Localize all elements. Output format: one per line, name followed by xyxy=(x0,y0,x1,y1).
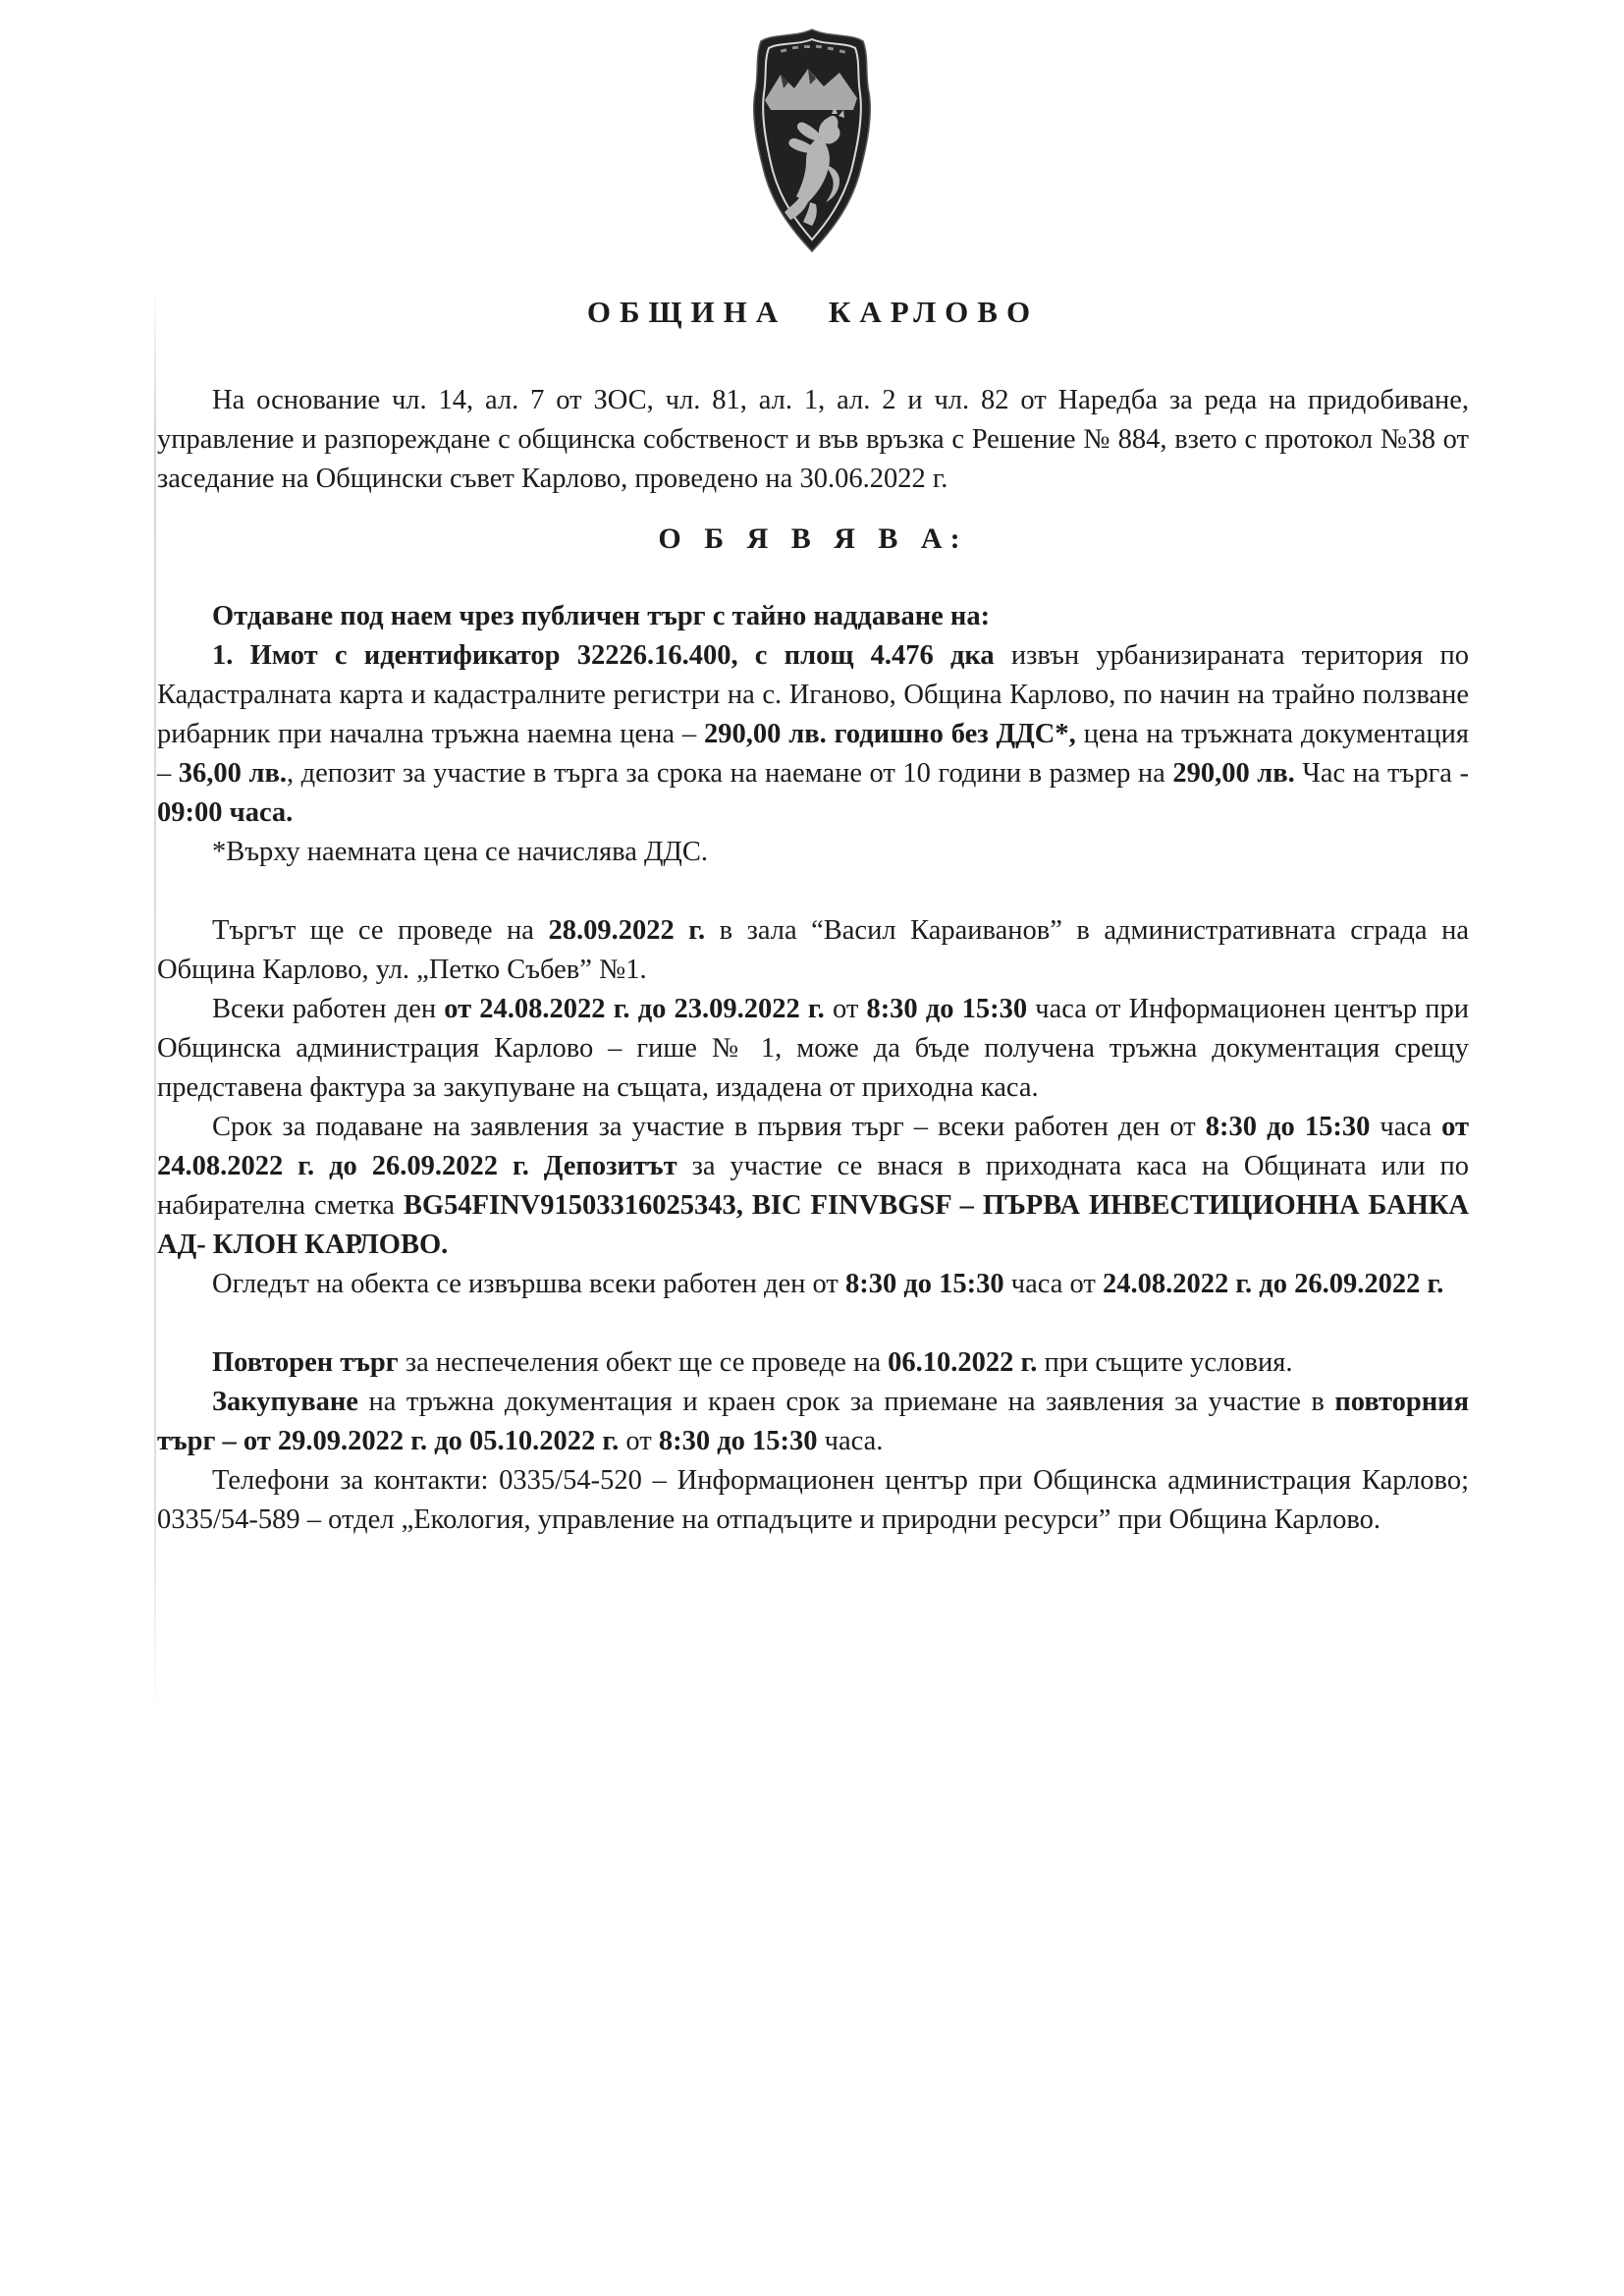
emphasized-text-run: 1. Имот с идентификатор 32226.16.400, с площ 4.476 дка xyxy=(212,640,1011,671)
emphasized-text-run: 290,00 лв. xyxy=(1172,758,1295,789)
emphasized-text-run: Повторен търг xyxy=(212,1347,399,1378)
text-run: цена на тръжната документация – xyxy=(157,719,1470,789)
emphasized-text-run: 06.10.2022 г. xyxy=(888,1347,1038,1378)
emphasized-text-run: Отдаване под наем чрез публичен търг с тайно наддаване на: xyxy=(212,601,991,631)
crest-container xyxy=(0,27,1624,253)
text-run: На основание чл. 14, ал. 7 от ЗОС, чл. 81, ал. 1, ал. 2 и чл. 82 от Наредба за реда на придобиване, управление и разпореждане с общинска собственост и във връзка с Решение № 884, взето с протокол №38 от заседание на Общински съвет Карлово, проведено на 30.06.2022 г. xyxy=(157,385,1469,494)
emphasized-text-run: 28.09.2022 г. xyxy=(548,915,706,946)
text-run: Търгът ще се проведе на xyxy=(212,915,549,946)
text-run: Телефони за контакти: 0335/54-520 – Информационен център при Общинска администрация Карлово; 0335/54-589 – отдел „Екология, управление на отпадъците и природни ресурси” при Община Карлово. xyxy=(157,1465,1469,1535)
emphasized-text-run: 8:30 до 15:30 xyxy=(658,1426,818,1456)
emphasized-text-run: повторния търг – от 29.09.2022 г. до 05.10.2022 г. xyxy=(157,1387,1469,1456)
emphasized-text-run: BG54FINV91503316025343, BIC FINVBGSF – ПЪРВА ИНВЕСТИЦИОННА БАНКА АД- КЛОН КАРЛОВО. xyxy=(157,1190,1469,1260)
text-run: , депозит за участие в търга за срока на наемане от 10 години в размер на xyxy=(286,758,1173,789)
text-run: от xyxy=(824,994,867,1024)
paragraph-repeat-auction xyxy=(157,1343,1469,1383)
text-run: часа. xyxy=(817,1426,884,1456)
text-run: Всеки работен ден xyxy=(212,994,445,1024)
paragraph-repeat-auction-deadline xyxy=(157,1383,1469,1461)
emphasized-text-run: 290,00 лв. годишно без ДДС*, xyxy=(704,719,1076,749)
text-run: извън урбанизираната територия по Кадастралната карта и кадастралните регистри на с. Иганово, Община Карлово, по начин на трайно ползване рибарник при начална тръжна наемна цена – xyxy=(157,640,1469,749)
paragraph-auction-subject xyxy=(157,597,1469,636)
paragraph-documentation-purchase xyxy=(157,990,1469,1108)
paragraph-site-inspection xyxy=(157,1265,1469,1304)
emphasized-text-run: от 24.08.2022 г. до 23.09.2022 г. xyxy=(444,994,825,1024)
text-run: за неспечеления обект ще се проведе на xyxy=(398,1347,889,1378)
text-run: в зала “Васил Караиванов” в административната сграда на Община Карлово, ул. „Петко Събев” №1. xyxy=(157,915,1469,985)
text-run: Срок за подаване на заявления за участие в първия търг – всеки работен ден от xyxy=(212,1112,1206,1142)
karlovo-coat-of-arms xyxy=(751,27,873,253)
paragraph-property-item-1 xyxy=(157,636,1469,833)
text-run: за участие се внася в приходната каса на Общината или по набирателна сметка xyxy=(157,1151,1469,1221)
text-run: часа от Информационен център при Общинска администрация Карлово – гише № 1, може да бъде получена тръжна документация срещу представена фактура за закупуване на същата, издадена от приходна каса. xyxy=(157,994,1470,1103)
paragraph-vat-note xyxy=(157,833,1469,872)
paragraph-auction-venue xyxy=(157,911,1469,990)
document-content xyxy=(157,295,1469,1540)
emphasized-text-run: 36,00 лв. xyxy=(178,758,287,789)
emphasized-text-run: от 24.08.2022 г. до 26.09.2022 г. Депозитът xyxy=(157,1112,1469,1181)
text-run: *Върху наемната цена се начислява ДДС. xyxy=(212,837,709,867)
text-run: при същите условия. xyxy=(1037,1347,1293,1378)
text-run: на тръжна документация и краен срок за приемане на заявления за участие в xyxy=(357,1387,1335,1417)
paragraph-legal-basis xyxy=(157,381,1469,499)
emphasized-text-run: 24.08.2022 г. до 26.09.2022 г. xyxy=(1102,1269,1444,1299)
emphasized-text-run: Закупуване xyxy=(212,1387,358,1417)
text-run: часа от xyxy=(1003,1269,1103,1299)
text-run: часа xyxy=(1370,1112,1442,1142)
text-run: Час на търга - xyxy=(1294,758,1469,789)
scan-fold-artifact xyxy=(154,285,156,1719)
text-run: Огледът на обекта се извършва всеки работен ден от xyxy=(212,1269,845,1299)
text-run: от xyxy=(619,1426,659,1456)
emphasized-text-run: 8:30 до 15:30 xyxy=(1205,1112,1371,1142)
emphasized-text-run: 8:30 до 15:30 xyxy=(844,1269,1004,1299)
announce-heading: О Б Я В Я В А: xyxy=(658,522,968,555)
emphasized-text-run: 09:00 часа. xyxy=(157,797,294,828)
document-body xyxy=(157,381,1469,1540)
paragraph-contacts xyxy=(157,1461,1469,1540)
paragraph-application-deadline xyxy=(157,1108,1469,1265)
emphasized-text-run: 8:30 до 15:30 xyxy=(866,994,1028,1024)
page-title: ОБЩИНА КАРЛОВО xyxy=(586,295,1040,329)
